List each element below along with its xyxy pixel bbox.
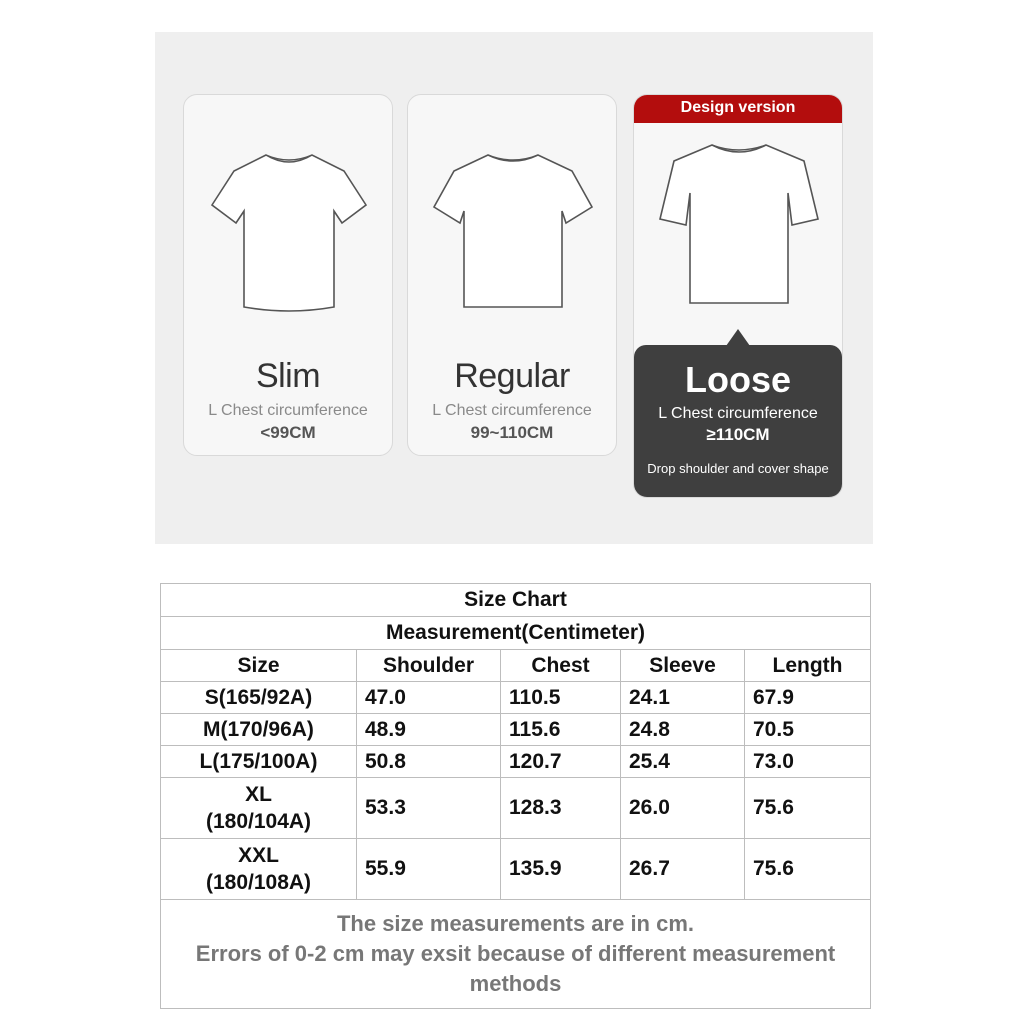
sleeve-cell: 25.4 xyxy=(621,746,745,778)
fit-card-slim xyxy=(183,94,393,456)
length-cell: 67.9 xyxy=(745,682,871,714)
size-cell xyxy=(161,839,357,900)
size-cell: M(170/96A) xyxy=(161,714,357,746)
table-row xyxy=(161,682,871,714)
col-header-shoulder: Shoulder xyxy=(357,650,501,682)
table-row xyxy=(161,746,871,778)
shoulder-cell: 48.9 xyxy=(357,714,501,746)
sleeve-cell: 24.8 xyxy=(621,714,745,746)
sleeve-cell: 26.7 xyxy=(621,839,745,900)
shoulder-cell: 53.3 xyxy=(357,778,501,839)
table-row xyxy=(161,778,871,839)
col-header-chest: Chest xyxy=(501,650,621,682)
sleeve-cell: 26.0 xyxy=(621,778,745,839)
fit-name-loose: Loose xyxy=(684,359,791,400)
regular-tshirt-icon xyxy=(428,135,598,315)
size-label: XL xyxy=(245,783,272,806)
fit-range-slim: <99CM xyxy=(260,423,316,442)
length-cell: 73.0 xyxy=(745,746,871,778)
length-cell: 75.6 xyxy=(745,839,871,900)
length-cell: 75.6 xyxy=(745,778,871,839)
fit-sub-regular: L Chest circumference xyxy=(432,402,592,419)
col-header-length: Length xyxy=(745,650,871,682)
table-row xyxy=(161,839,871,900)
size-chart-title: Size Chart xyxy=(161,584,871,617)
fit-card-regular xyxy=(407,94,617,456)
chest-cell: 120.7 xyxy=(501,746,621,778)
sleeve-cell: 24.1 xyxy=(621,682,745,714)
slim-tshirt-icon xyxy=(204,135,374,315)
fit-name-regular: Regular xyxy=(454,357,570,395)
chest-cell: 128.3 xyxy=(501,778,621,839)
measurement-note xyxy=(161,900,871,1009)
fit-comparison-panel xyxy=(155,32,873,544)
shoulder-cell: 50.8 xyxy=(357,746,501,778)
chest-cell: 135.9 xyxy=(501,839,621,900)
shoulder-cell: 47.0 xyxy=(357,682,501,714)
note-line-2: Errors of 0-2 cm may exsit because of different measurement methods xyxy=(195,941,836,996)
size-chart-subtitle: Measurement(Centimeter) xyxy=(161,617,871,650)
fit-range-regular: 99~110CM xyxy=(470,423,554,442)
fit-name-slim: Slim xyxy=(255,357,321,395)
fit-range-loose: ≥110CM xyxy=(706,425,770,444)
size-cell: S(165/92A) xyxy=(161,682,357,714)
shoulder-cell: 55.9 xyxy=(357,839,501,900)
size-cell: L(175/100A) xyxy=(161,746,357,778)
size-chart-table xyxy=(160,583,871,1009)
col-header-sleeve: Sleeve xyxy=(621,650,745,682)
fit-sub-loose: L Chest circumference xyxy=(658,405,818,422)
note-line-1: The size measurements are in cm. xyxy=(336,911,695,936)
chest-cell: 110.5 xyxy=(501,682,621,714)
col-header-size: Size xyxy=(161,650,357,682)
loose-info-box xyxy=(634,345,842,498)
size-label: XXL xyxy=(238,844,279,867)
loose-pointer xyxy=(726,329,750,346)
size-code: (180/104A) xyxy=(205,810,312,833)
table-header-row xyxy=(161,650,871,682)
loose-tshirt-icon xyxy=(654,133,824,313)
fit-sub-slim: L Chest circumference xyxy=(208,402,368,419)
length-cell: 70.5 xyxy=(745,714,871,746)
fit-note-loose: Drop shoulder and cover shape xyxy=(647,461,829,476)
size-cell xyxy=(161,778,357,839)
fit-card-loose xyxy=(633,94,843,498)
design-version-badge: Design version xyxy=(634,95,842,123)
table-row xyxy=(161,714,871,746)
size-code: (180/108A) xyxy=(205,871,312,894)
chest-cell: 115.6 xyxy=(501,714,621,746)
